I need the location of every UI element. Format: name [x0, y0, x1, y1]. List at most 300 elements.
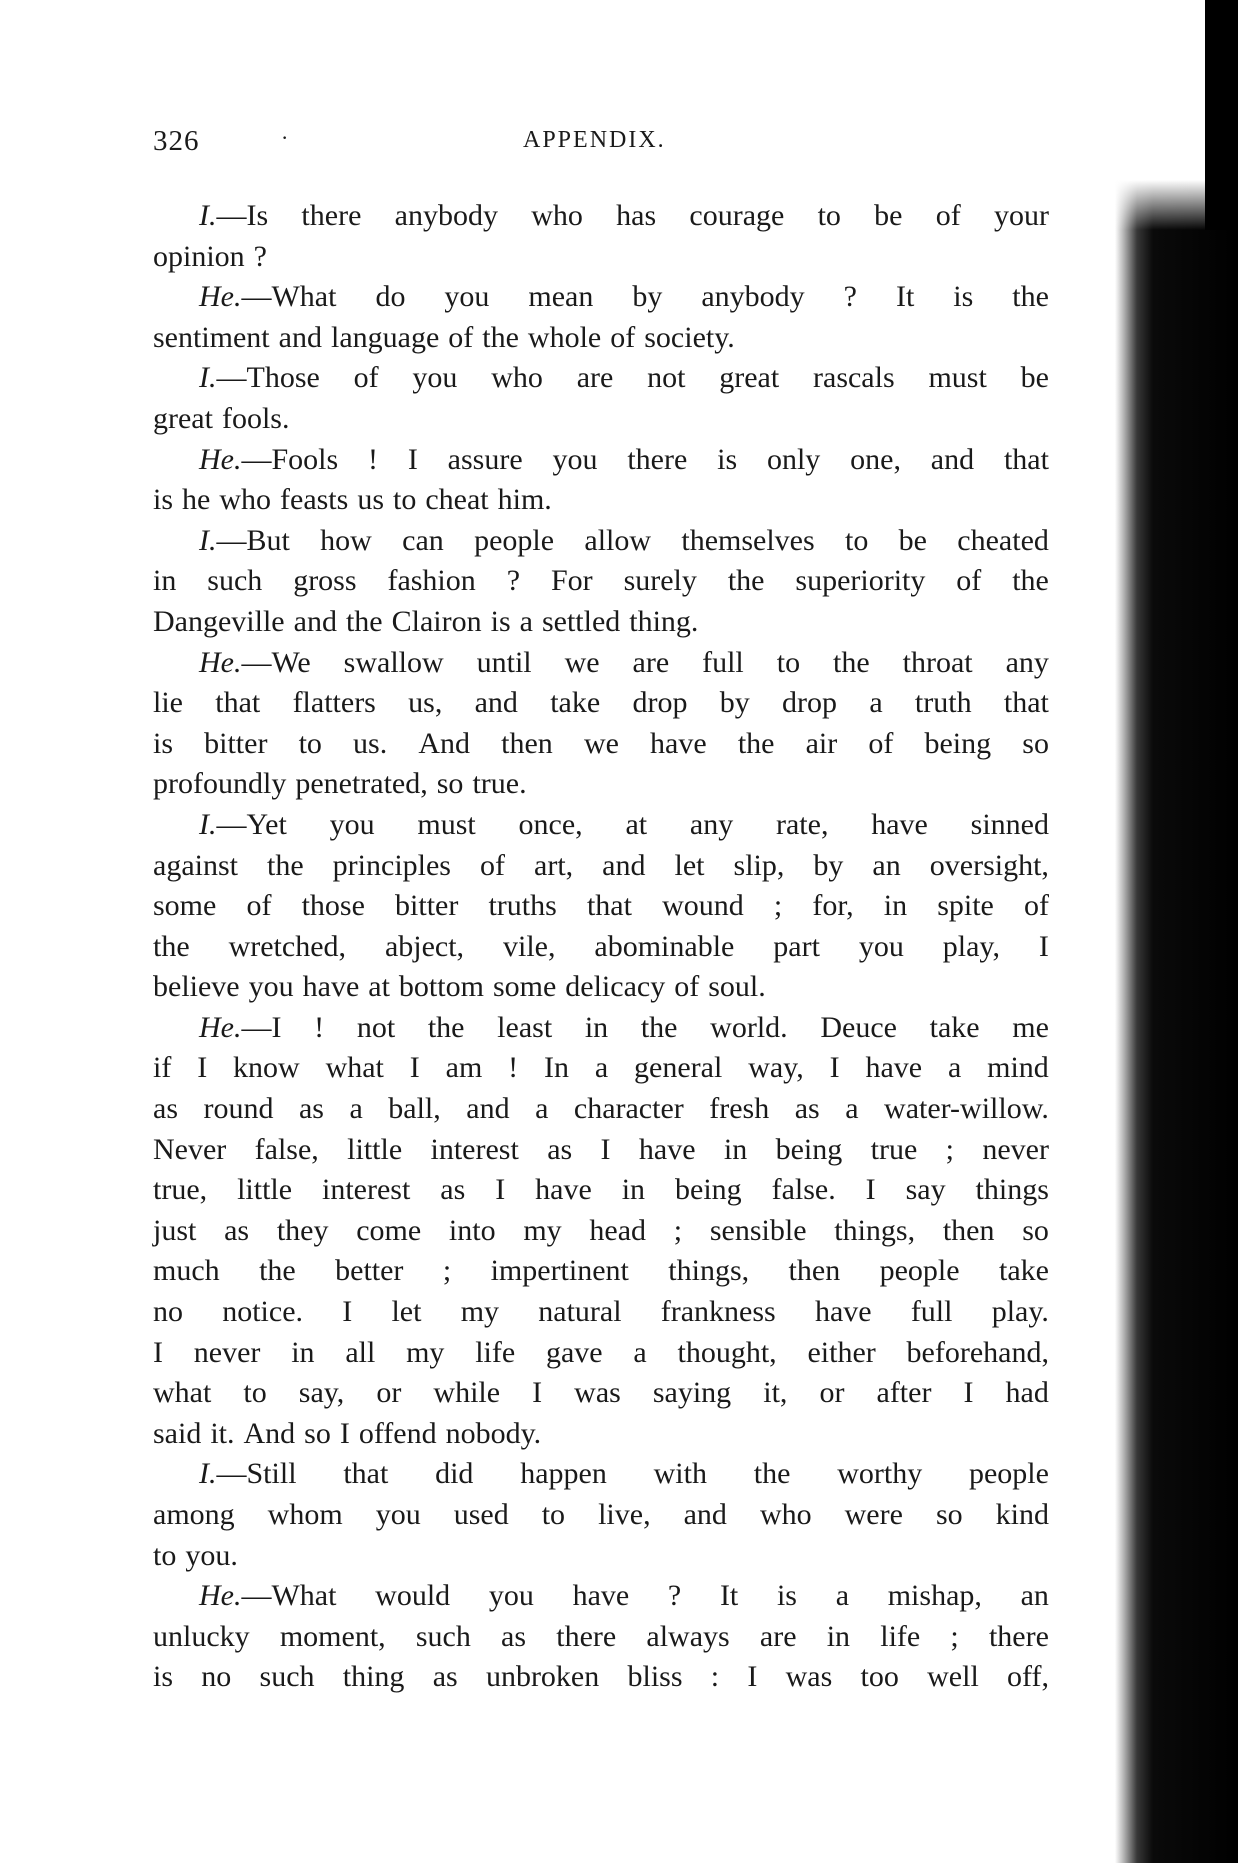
- line-word: so: [1022, 726, 1049, 760]
- line-word: take: [998, 1254, 1049, 1288]
- line-word: wound: [662, 889, 744, 923]
- line-word: is: [153, 483, 174, 517]
- line-word: the: [153, 929, 190, 963]
- line-word: ;: [773, 889, 783, 923]
- line-word: beforehand,: [906, 1335, 1049, 1369]
- line-word: a: [349, 1092, 363, 1126]
- line-word: can: [402, 523, 444, 557]
- line-word: ;: [442, 1254, 452, 1288]
- line-word: ?: [506, 564, 521, 598]
- line-word: we: [564, 645, 600, 679]
- line-word: !: [368, 442, 379, 476]
- text-line: [153, 1089, 1049, 1130]
- binding-edge: [1205, 0, 1238, 230]
- line-word: ;: [950, 1619, 959, 1653]
- text-line: [153, 967, 1049, 1008]
- line-word: did: [435, 1457, 474, 1491]
- line-word: us.: [353, 726, 388, 760]
- line-word: it.: [210, 1416, 235, 1450]
- page-number: 326: [153, 125, 200, 157]
- line-word: be: [1020, 361, 1049, 395]
- line-word: no: [153, 1295, 183, 1329]
- text-line: [153, 521, 1049, 562]
- line-word: the: [345, 604, 383, 638]
- line-word: I: [865, 1173, 876, 1207]
- line-word: the: [833, 645, 870, 679]
- speaker-label: He.: [199, 442, 242, 476]
- line-word: are: [632, 645, 670, 679]
- line-word: as: [153, 1092, 178, 1126]
- line-word: great: [719, 361, 780, 395]
- line-word: you.: [185, 1538, 238, 1572]
- line-word: of: [353, 361, 379, 395]
- line-word: in: [826, 1619, 851, 1653]
- line-word: is: [153, 1660, 174, 1694]
- text-line: [153, 358, 1049, 399]
- line-word: things: [975, 1173, 1049, 1207]
- binding-shadow-fade: [1115, 0, 1205, 230]
- line-word: thing.: [629, 604, 699, 638]
- speaker-label: He.: [199, 1579, 242, 1613]
- line-word: or: [376, 1376, 402, 1410]
- line-word: and: [602, 848, 646, 882]
- line-word: fresh: [709, 1092, 770, 1126]
- line-word: ;: [673, 1213, 683, 1247]
- line-word: of: [868, 726, 894, 760]
- line-word: say: [905, 1173, 946, 1207]
- line-word: saying: [652, 1376, 732, 1410]
- line-word: always: [646, 1619, 730, 1653]
- line-word: false,: [254, 1132, 319, 1166]
- line-word: some: [492, 970, 557, 1004]
- line-word: great: [153, 401, 213, 435]
- text-line: [153, 561, 1049, 602]
- text-line: [153, 886, 1049, 927]
- text-line: [153, 440, 1049, 481]
- line-word: air: [805, 726, 838, 760]
- text-line: [153, 237, 1049, 278]
- line-word: an: [872, 848, 901, 882]
- line-word: come: [356, 1213, 422, 1247]
- line-word: impertinent: [490, 1254, 629, 1288]
- line-word: then: [788, 1254, 841, 1288]
- text-line: [153, 196, 1049, 237]
- line-word: am: [445, 1051, 483, 1085]
- line-word: people: [474, 523, 555, 557]
- line-word: you: [552, 442, 598, 476]
- line-word: He.—What: [199, 1579, 337, 1613]
- line-word: the: [1012, 280, 1049, 314]
- line-word: by: [632, 280, 663, 314]
- line-word: me: [1012, 1010, 1049, 1044]
- line-word: such: [207, 564, 263, 598]
- line-word: had: [1005, 1376, 1049, 1410]
- text-line: [153, 1048, 1049, 1089]
- line-word: bitter: [204, 726, 268, 760]
- text-line: [153, 805, 1049, 846]
- line-word: is: [717, 442, 738, 476]
- line-word: only: [766, 442, 821, 476]
- line-word: a: [535, 1092, 549, 1126]
- line-word: to: [776, 645, 801, 679]
- line-word: true,: [153, 1173, 208, 1207]
- line-word: frankness: [660, 1295, 776, 1329]
- line-word: as: [224, 1213, 250, 1247]
- line-word: I: [532, 1376, 543, 1410]
- line-word: I.—Still: [199, 1457, 297, 1491]
- line-word: full: [702, 645, 744, 679]
- line-word: swallow: [343, 645, 444, 679]
- line-word: no: [201, 1660, 232, 1694]
- text-line: [153, 602, 1049, 643]
- line-word: is: [153, 726, 174, 760]
- line-word: know: [233, 1051, 300, 1085]
- line-word: fashion: [387, 564, 476, 598]
- line-word: of: [956, 564, 982, 598]
- line-word: to: [153, 1538, 177, 1572]
- line-word: the: [753, 1457, 791, 1491]
- line-word: so: [935, 1498, 963, 1531]
- line-word: gave: [545, 1335, 603, 1369]
- line-word: And: [418, 726, 471, 760]
- line-word: people: [968, 1457, 1049, 1491]
- line-word: way,: [748, 1051, 804, 1085]
- line-word: sentiment: [153, 320, 270, 354]
- text-line: [153, 846, 1049, 887]
- line-word: who: [491, 361, 543, 395]
- line-word: sinned: [970, 807, 1049, 841]
- line-word: And: [243, 1416, 296, 1450]
- line-word: while: [433, 1376, 501, 1410]
- line-word: would: [375, 1579, 451, 1613]
- line-word: spite: [937, 889, 994, 923]
- line-word: thing: [342, 1660, 405, 1694]
- line-word: among: [153, 1498, 235, 1531]
- line-word: life: [475, 1335, 516, 1369]
- line-word: sensible: [709, 1213, 807, 1247]
- line-word: being: [775, 1132, 843, 1166]
- line-word: little: [347, 1132, 403, 1166]
- line-word: flatters: [292, 686, 376, 720]
- line-word: in: [723, 1132, 748, 1166]
- line-word: an: [1020, 1579, 1049, 1613]
- line-word: he: [182, 483, 211, 517]
- line-word: my: [406, 1335, 445, 1369]
- line-word: the: [640, 1010, 678, 1044]
- line-word: my: [460, 1295, 500, 1329]
- line-word: by: [813, 848, 844, 882]
- line-word: nobody.: [445, 1416, 542, 1450]
- line-word: do: [375, 280, 406, 314]
- line-word: It: [895, 280, 915, 314]
- speaker-label: He.: [199, 645, 242, 679]
- line-word: such: [259, 1660, 315, 1694]
- line-word: have: [572, 1579, 630, 1613]
- line-word: bitter: [395, 889, 459, 923]
- text-line: [153, 724, 1049, 765]
- line-word: the: [267, 848, 304, 882]
- line-word: to: [298, 726, 322, 760]
- text-line: [153, 480, 1049, 521]
- line-word: be: [898, 523, 927, 557]
- line-word: kind: [995, 1498, 1049, 1531]
- line-word: themselves: [681, 523, 815, 557]
- line-word: some: [153, 889, 217, 923]
- line-word: :: [710, 1660, 720, 1694]
- line-word: with: [653, 1457, 707, 1491]
- line-word: we: [583, 726, 619, 760]
- line-word: in: [153, 564, 177, 598]
- line-word: I.—But: [199, 523, 290, 557]
- line-word: penetrated,: [295, 767, 428, 801]
- line-word: as: [501, 1619, 527, 1653]
- line-word: of: [480, 848, 505, 882]
- line-word: your: [994, 199, 1049, 232]
- line-word: the: [737, 726, 775, 760]
- line-word: being: [675, 1173, 742, 1207]
- text-line: [153, 399, 1049, 440]
- line-word: ?: [253, 239, 267, 273]
- line-word: of: [610, 320, 636, 354]
- line-word: I: [153, 1335, 163, 1369]
- line-word: mean: [528, 280, 594, 314]
- line-word: wretched,: [228, 929, 347, 963]
- line-word: let: [391, 1295, 422, 1329]
- line-word: they: [276, 1213, 329, 1247]
- line-word: rascals: [813, 361, 895, 395]
- line-word: I: [963, 1376, 974, 1410]
- line-word: of: [1024, 889, 1049, 923]
- line-word: I: [339, 1416, 350, 1450]
- line-word: natural: [538, 1295, 622, 1329]
- line-word: is: [490, 604, 511, 638]
- line-word: to: [243, 1376, 267, 1410]
- line-word: say,: [298, 1376, 345, 1410]
- line-word: never: [193, 1335, 261, 1369]
- line-word: I: [409, 1051, 420, 1085]
- line-word: there: [301, 199, 362, 232]
- line-word: used: [453, 1498, 509, 1531]
- text-line: [153, 1657, 1049, 1698]
- line-word: mind: [987, 1051, 1049, 1085]
- text-line: [153, 927, 1049, 968]
- line-word: ?: [843, 280, 857, 314]
- line-word: feasts: [280, 483, 349, 517]
- line-word: thought,: [677, 1335, 777, 1369]
- line-word: oversight,: [929, 848, 1049, 882]
- text-line: [153, 1617, 1049, 1658]
- text-line: [153, 1495, 1049, 1536]
- line-word: in: [291, 1335, 315, 1369]
- line-word: was: [785, 1660, 833, 1694]
- line-word: interest: [430, 1132, 519, 1166]
- line-word: is: [776, 1579, 797, 1613]
- line-word: truths: [488, 889, 557, 923]
- line-word: who: [759, 1498, 812, 1531]
- header-dot: ·: [281, 125, 289, 150]
- line-word: you: [248, 970, 294, 1004]
- speaker-label: I.: [199, 807, 217, 841]
- line-word: have: [814, 1295, 872, 1329]
- line-word: I: [600, 1132, 611, 1166]
- line-word: and: [293, 604, 337, 638]
- line-word: things,: [668, 1254, 750, 1288]
- binding-shadow: [1115, 0, 1238, 1863]
- line-word: For: [550, 564, 593, 598]
- line-word: He.—Fools: [199, 442, 339, 476]
- line-word: drop: [782, 686, 838, 720]
- line-word: ?: [667, 1579, 682, 1613]
- line-word: rate,: [775, 807, 829, 841]
- line-word: against: [153, 848, 238, 882]
- line-word: you: [488, 1579, 534, 1613]
- line-word: I.—Is: [199, 199, 269, 232]
- text-line: [153, 683, 1049, 724]
- line-word: true: [870, 1132, 918, 1166]
- line-word: if: [153, 1051, 172, 1085]
- line-word: you: [858, 929, 904, 963]
- line-word: throat: [902, 645, 973, 679]
- line-word: part: [773, 929, 820, 963]
- line-word: any: [689, 807, 734, 841]
- line-word: as: [794, 1092, 820, 1126]
- line-word: once,: [518, 807, 583, 841]
- text-line: [153, 1170, 1049, 1211]
- line-word: head: [589, 1213, 647, 1247]
- line-word: I.—Those: [199, 361, 320, 395]
- line-word: to: [541, 1498, 566, 1531]
- line-word: have: [650, 726, 707, 760]
- line-word: there: [988, 1619, 1049, 1653]
- line-word: opinion: [153, 239, 245, 273]
- text-line: [153, 764, 1049, 805]
- text-line: [153, 1292, 1049, 1333]
- line-word: the: [259, 1254, 296, 1288]
- speaker-label: I.: [199, 523, 217, 557]
- line-word: settled: [541, 604, 621, 638]
- line-word: !: [508, 1051, 519, 1085]
- line-word: little: [237, 1173, 293, 1207]
- line-word: Dangeville: [153, 604, 285, 638]
- line-word: language: [330, 320, 440, 354]
- line-word: a: [869, 686, 883, 720]
- line-word: or: [819, 1376, 845, 1410]
- line-word: have: [638, 1132, 696, 1166]
- line-word: you: [412, 361, 458, 395]
- line-word: play,: [942, 929, 1000, 963]
- line-word: so: [304, 1416, 331, 1450]
- line-word: too: [860, 1660, 899, 1694]
- text-line: [153, 1414, 1049, 1455]
- line-word: false.: [771, 1173, 836, 1207]
- line-word: I: [342, 1295, 353, 1329]
- line-word: must: [928, 361, 987, 395]
- line-word: those: [301, 889, 365, 923]
- line-word: whom: [267, 1498, 343, 1531]
- line-word: in: [584, 1010, 609, 1044]
- line-word: at: [368, 970, 390, 1004]
- text-line: [153, 1576, 1049, 1617]
- line-word: in: [621, 1173, 646, 1207]
- line-word: being: [924, 726, 992, 760]
- line-word: the: [727, 564, 765, 598]
- line-word: a: [519, 604, 533, 638]
- line-word: He.—What: [199, 280, 337, 314]
- line-word: are: [576, 361, 614, 395]
- line-word: He.—I: [199, 1010, 282, 1044]
- line-word: us,: [408, 686, 443, 720]
- speaker-label: He.: [199, 280, 242, 314]
- line-word: profoundly: [153, 767, 287, 801]
- line-word: cheat: [425, 483, 489, 517]
- line-word: there: [556, 1619, 617, 1653]
- line-word: general: [634, 1051, 723, 1085]
- line-word: Deuce: [820, 1010, 897, 1044]
- line-word: Never: [153, 1132, 227, 1166]
- line-word: I.—Yet: [199, 807, 287, 841]
- line-word: was: [574, 1376, 621, 1410]
- text-line: [153, 1333, 1049, 1374]
- line-word: believe: [153, 970, 240, 1004]
- line-word: anybody: [394, 199, 498, 232]
- line-word: all: [345, 1335, 376, 1369]
- line-word: at: [625, 807, 648, 841]
- line-word: as: [547, 1132, 573, 1166]
- line-word: take: [929, 1010, 980, 1044]
- line-word: a: [633, 1335, 647, 1369]
- line-word: has: [616, 199, 657, 232]
- line-word: anybody: [701, 280, 805, 314]
- line-word: I: [197, 1051, 208, 1085]
- line-word: things,: [834, 1213, 916, 1247]
- line-word: ;: [945, 1132, 954, 1166]
- line-word: notice.: [222, 1295, 304, 1329]
- line-word: I: [829, 1051, 840, 1085]
- line-word: a: [835, 1579, 850, 1613]
- line-word: that: [343, 1457, 389, 1491]
- line-word: the: [1012, 564, 1049, 598]
- line-word: as: [298, 1092, 324, 1126]
- line-word: I: [495, 1173, 506, 1207]
- line-word: just: [153, 1213, 197, 1247]
- speaker-label: He.: [199, 1010, 242, 1044]
- line-word: as: [432, 1660, 458, 1694]
- line-word: Clairon: [391, 604, 482, 638]
- line-word: full: [910, 1295, 953, 1329]
- line-word: either: [807, 1335, 876, 1369]
- line-word: people: [879, 1254, 960, 1288]
- line-word: and: [278, 320, 322, 354]
- line-word: much: [153, 1254, 220, 1288]
- line-word: least: [497, 1010, 553, 1044]
- line-word: as: [440, 1173, 466, 1207]
- line-word: that: [215, 686, 261, 720]
- line-word: you: [444, 280, 490, 314]
- line-word: how: [320, 523, 372, 557]
- line-word: off,: [1007, 1660, 1049, 1694]
- text-line: [153, 1130, 1049, 1171]
- line-word: worthy: [837, 1457, 923, 1491]
- text-line: [153, 1536, 1049, 1577]
- line-word: unlucky: [153, 1619, 250, 1653]
- line-word: slip,: [733, 848, 785, 882]
- line-word: him.: [497, 483, 552, 517]
- line-word: abject,: [384, 929, 465, 963]
- line-word: have: [871, 807, 928, 841]
- line-word: of: [246, 889, 272, 923]
- speaker-label: I.: [199, 1457, 217, 1491]
- line-word: what: [325, 1051, 384, 1085]
